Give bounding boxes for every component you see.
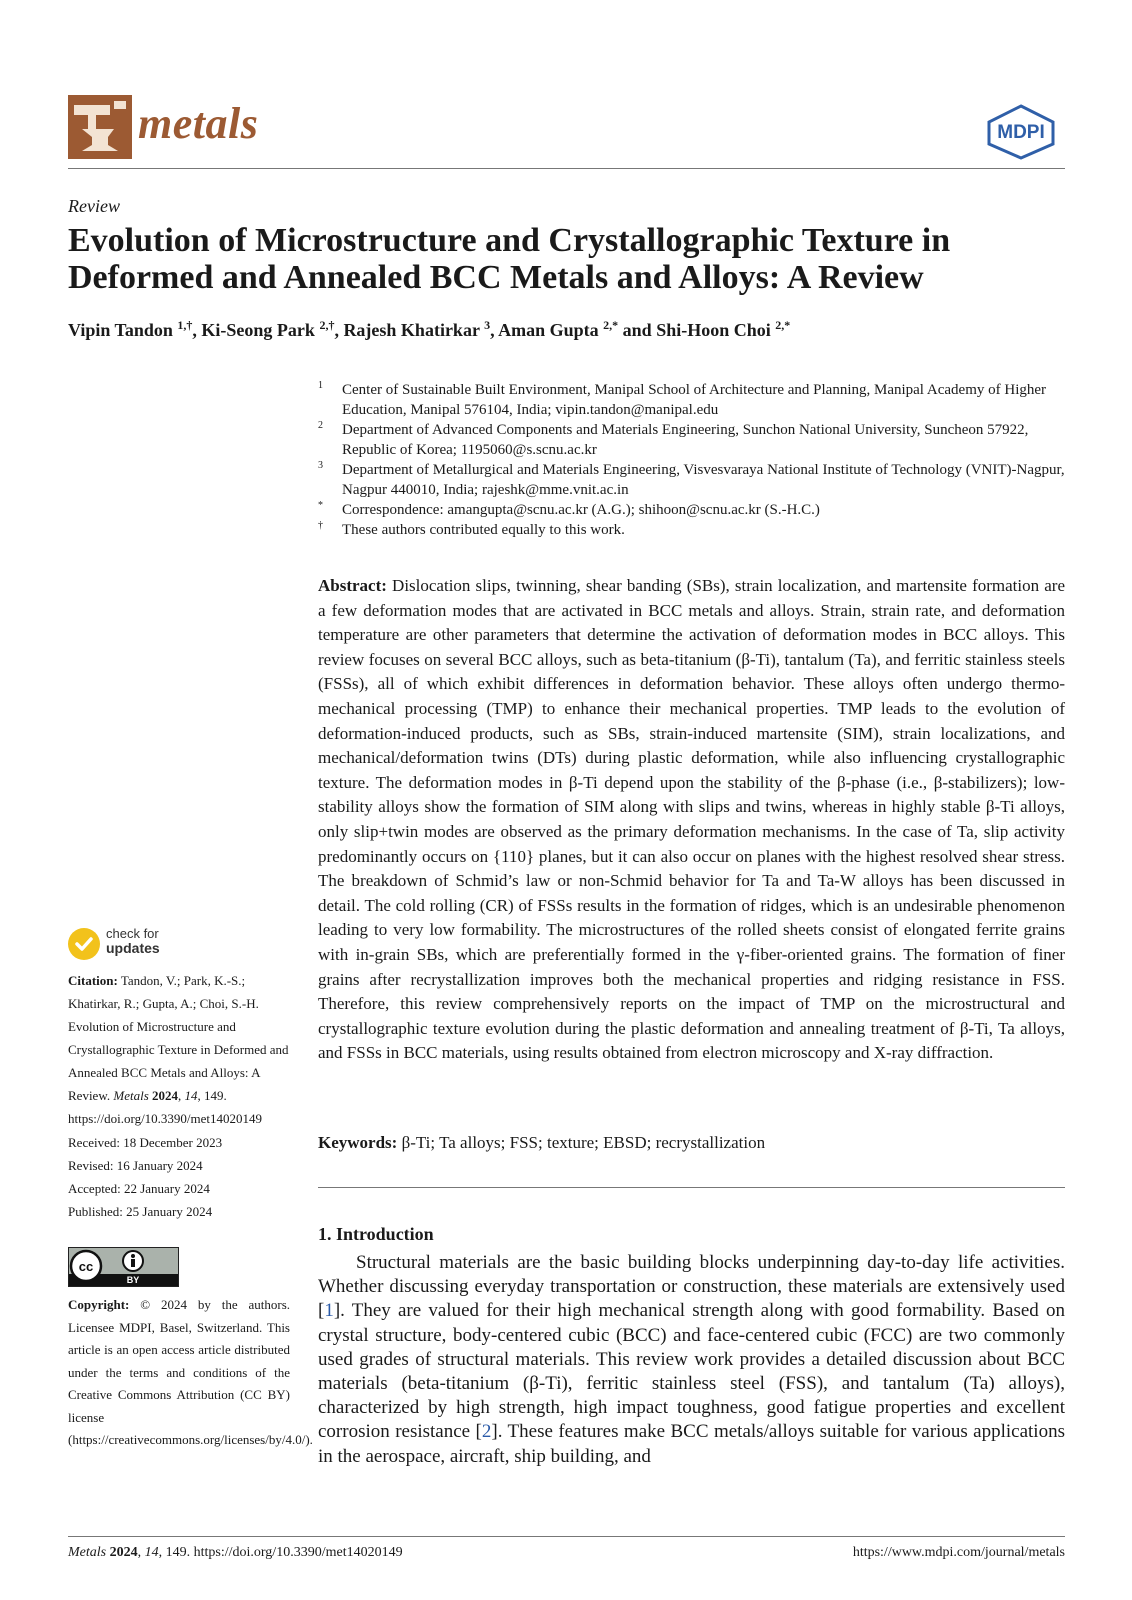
author-affiliation-mark: 2,* xyxy=(603,318,619,332)
affiliation-item: 1 Center of Sustainable Built Environment, Manipal School of Architecture and Planning, Manipal Academy of Higher Education, Manipal 576104, India; vipin.tandon@manipal.edu xyxy=(318,380,1047,418)
affiliations xyxy=(318,380,1068,540)
publication-dates xyxy=(68,1131,290,1223)
abstract-text: Dislocation slips, twinning, shear banding (SBs), strain localization, and martensite formation are a few deformation modes that are activated in BCC metals and alloys. Strain, strain rate, and deformation temperature are other parameters that determine the activation of deformation modes in BCC alloys. This review focuses on several BCC alloys, such as beta-titanium (β-Ti), tantalum (Ta), and ferritic stainless steels (FSSs), all of which exhibit differences in deformation behavior. These alloys often undergo thermo-mechanical processing (TMP) to enhance their mechanical properties. TMP leads to the evolution of deformation-induced products, such as SBs, strain-induced martensite (SIM), strain localizations, and mechanical/deformation twins (DTs) during plastic deformation, while also influencing crystallographic texture. The deformation modes in β-Ti depend upon the stability of the β-phase (i.e., β-stabilizers); low-stability alloys show the formation of SIM along with slips and twins, whereas in highly stable β-Ti alloys, only slip+twin modes are observed as the primary deformation mechanisms. In the case of Ta, slip activity predominantly occurs on {110} planes, but it can also occur on planes with the highest resolved shear stress. The breakdown of Schmid’s law or non-Schmid behavior for Ta and Ta-W alloys has been discussed in detail. The cold rolling (CR) of FSSs results in the formation of ridges, which is an undesirable phenomenon leading to very low formability. The microstructures of the rolled sheets consist of elongated ferrite grains with in-grain SBs, which are preferentially formed in the γ-fiber-oriented grains. The formation of finer grains after recrystallization improves both the mechanical properties and ridging resistance in FSS. Therefore, this review comprehensively reports on the impact of TMP on the microstructural and crystallographic texture evolution during the plastic deformation and annealing treatment of β-Ti, Ta alloys, and FSSs in BCC materials, using results obtained from electron microscopy and X-ray diffraction. xyxy=(318,576,1065,1063)
reference-link[interactable]: 1 xyxy=(324,1300,334,1322)
author-list: Vipin Tandon $^{1,\dagger}$, Ki-Seong Park $^{2,\dagger}$, Rajesh Khatirkar $^3$, Aman Gupta $^{2,*}$ and Shi-Hoon Choi $^{2,*}$ xyxy=(68,318,791,340)
keywords-text: β-Ti; Ta alloys; FSS; texture; EBSD; recrystallization xyxy=(401,1133,766,1152)
author-affiliation-mark: 3 xyxy=(484,318,491,332)
article-type: Review xyxy=(68,196,120,216)
reference-link[interactable]: 2 xyxy=(481,1421,492,1443)
author-name: Rajesh Khatirkar xyxy=(343,320,480,340)
affiliation-item: 3 Department of Metallurgical and Materials Engineering, Visvesvaraya National Institute of Technology (VNIT)-Nagpur, Nagpur 440010, India; rajeshk@mme.vnit.ac.in xyxy=(318,460,1065,498)
check-for-updates-icon[interactable] xyxy=(68,928,100,960)
mdpi-logo-icon[interactable] xyxy=(985,104,1057,160)
date-received: Received: 18 December 2023 xyxy=(68,1135,223,1150)
journal-name: metals xyxy=(138,99,259,148)
copyright-label: Copyright: xyxy=(68,1297,130,1312)
abstract xyxy=(318,574,1065,1066)
journal-logo-icon xyxy=(68,95,132,159)
mdpi-label: MDPI xyxy=(997,122,1045,143)
author-affiliation-mark: 2,† xyxy=(319,318,335,332)
copyright-block: Copyright: © 2024 by the authors. Licensee MDPI, Basel, Switzerland. This article is an open access article distributed under the terms and conditions of the Creative Commons Attribution (CC BY) license (https://creativecommons.org/licenses/by/4.0/). xyxy=(68,1297,313,1447)
abstract-label: Abstract: xyxy=(318,576,387,595)
affiliation-item: 2 Department of Advanced Components and Materials Engineering, Sunchon National University, Suncheon 57922, Republic of Korea; 1195060@s.scnu.ac.kr xyxy=(318,420,1029,458)
svg-text:cc: cc xyxy=(78,1259,94,1274)
intro-paragraph: Structural materials are the basic building blocks underpinning day-to-day life activities. Whether discussing everyday transportation or construction, these materials are extensively used [1]. They are valued for their high mechanical strength along with good formability. Based on crystal structure, body-centered cubic (BCC) and face-centered cubic (FCC) are two commonly used grades of structural materials. This review work provides a detailed discussion about BCC materials (beta-titanium (β-Ti), ferritic stainless steel (FSS), and tantalum (Ta) alloys), characterized by high strength, high impact toughness, good fatigue properties and excellent corrosion resistance [2]. These features make BCC metals/alloys suitable for various applications in the aerospace, aircraft, ship building, and xyxy=(318,1252,1065,1467)
author-name: Ki-Seong Park xyxy=(201,320,315,340)
author-affiliation-mark: 1,† xyxy=(177,318,193,332)
cc-by-label: BY xyxy=(126,1275,140,1285)
check-for-updates-button[interactable]: check for updates xyxy=(106,926,160,956)
date-revised: Revised: 16 January 2024 xyxy=(68,1158,203,1173)
author-affiliation-mark: 2,* xyxy=(775,318,791,332)
journal-url-link[interactable]: https://www.mdpi.com/journal/metals xyxy=(852,1545,1065,1560)
author-name: Vipin Tandon xyxy=(68,320,173,340)
citation-block: Citation: Tandon, V.; Park, K.-S.; Khatirkar, R.; Gupta, A.; Choi, S.-H. Evolution of Microstructure and Crystallographic Texture in Deformed and Annealed BCC Metals and Alloys: A Review. Metals 2024, 14, 149. https://doi.org/10.3390/met14020149 xyxy=(68,973,289,1126)
equal-contribution-note: † These authors contributed equally to this work. xyxy=(318,520,625,538)
header-divider xyxy=(68,168,1065,169)
cc-by-license-icon[interactable] xyxy=(68,1247,179,1287)
section-divider xyxy=(318,1187,1065,1188)
date-published: Published: 25 January 2024 xyxy=(68,1204,213,1219)
article-title: Evolution of Microstructure and Crystallographic Texture in Deformed and Annealed BCC Metals and Alloys: A Review xyxy=(68,222,951,296)
keywords xyxy=(318,1133,1065,1153)
footer-divider xyxy=(68,1536,1065,1537)
section-heading: 1. Introduction xyxy=(318,1224,434,1244)
date-accepted: Accepted: 22 January 2024 xyxy=(68,1181,210,1196)
author-name: Shi-Hoon Choi xyxy=(656,320,771,340)
citation-label: Citation: xyxy=(68,973,118,988)
author-name: Aman Gupta xyxy=(498,320,599,340)
footer-citation: Metals 2024, 14, 149. https://doi.org/10.3390/met14020149 xyxy=(68,1545,403,1560)
keywords-label: Keywords: xyxy=(318,1133,398,1152)
correspondence: * Correspondence: amangupta@scnu.ac.kr (A.G.); shihoon@scnu.ac.kr (S.-H.C.) xyxy=(318,500,820,518)
